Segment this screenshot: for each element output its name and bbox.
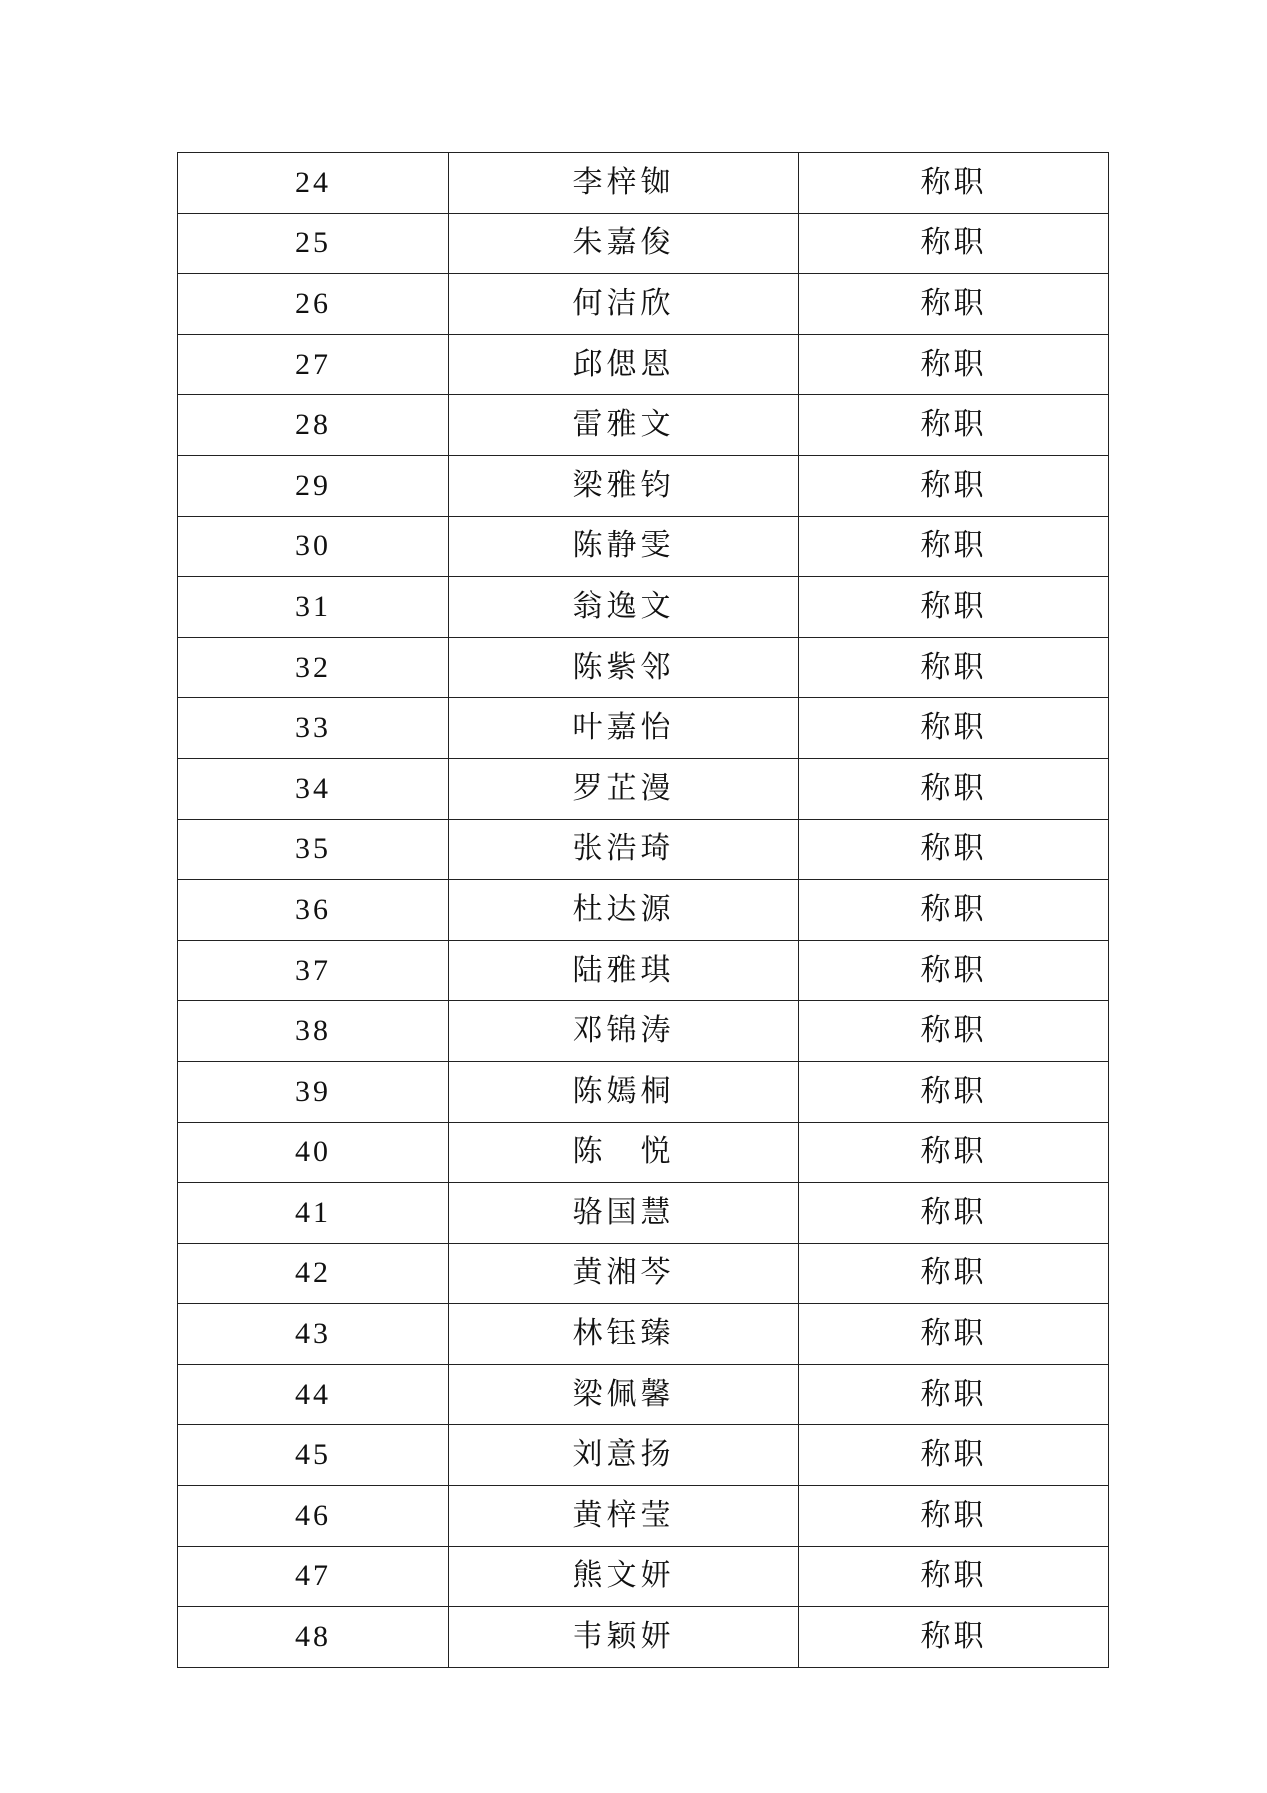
person-name: 梁雅钧	[572, 467, 675, 503]
evaluation-result: 称职	[920, 1376, 987, 1412]
person-name: 杜达源	[572, 891, 675, 927]
evaluation-cell	[799, 819, 1109, 880]
row-number-cell: 42	[178, 1243, 449, 1304]
table-row	[178, 1364, 1109, 1425]
evaluation-result: 称职	[920, 346, 987, 382]
evaluation-result: 称职	[920, 1497, 987, 1533]
evaluation-result: 称职	[920, 528, 987, 564]
name-cell	[449, 698, 799, 759]
name-cell	[449, 819, 799, 880]
name-cell	[449, 1304, 799, 1365]
row-number-cell: 46	[178, 1486, 449, 1547]
person-name: 张浩琦	[572, 831, 675, 867]
person-name: 何洁欣	[572, 285, 675, 321]
evaluation-result: 称职	[920, 467, 987, 503]
row-number-cell: 38	[178, 1001, 449, 1062]
person-name: 林钰臻	[572, 1316, 675, 1352]
person-name: 陈静雯	[572, 528, 675, 564]
row-number-cell: 28	[178, 395, 449, 456]
name-cell	[449, 880, 799, 941]
evaluation-cell	[799, 334, 1109, 395]
table-row	[178, 1486, 1109, 1547]
person-name: 陈紫邻	[572, 649, 675, 685]
row-number-cell: 47	[178, 1546, 449, 1607]
table-row	[178, 577, 1109, 638]
evaluation-cell	[799, 1061, 1109, 1122]
person-name: 刘意扬	[572, 1437, 675, 1473]
evaluation-result: 称职	[920, 891, 987, 927]
evaluation-cell	[799, 516, 1109, 577]
evaluation-result: 称职	[920, 1073, 987, 1109]
evaluation-cell	[799, 698, 1109, 759]
evaluation-result: 称职	[920, 1316, 987, 1352]
table-row	[178, 213, 1109, 274]
row-number-cell: 41	[178, 1183, 449, 1244]
table-row	[178, 940, 1109, 1001]
name-cell	[449, 516, 799, 577]
evaluation-cell	[799, 455, 1109, 516]
name-cell	[449, 1607, 799, 1668]
table-row	[178, 455, 1109, 516]
person-name: 梁佩馨	[572, 1376, 675, 1412]
evaluation-cell	[799, 940, 1109, 1001]
evaluation-result: 称职	[920, 1255, 987, 1291]
evaluation-cell	[799, 758, 1109, 819]
evaluation-result: 称职	[920, 710, 987, 746]
person-name: 翁逸文	[572, 588, 675, 624]
name-cell	[449, 334, 799, 395]
row-number-cell: 36	[178, 880, 449, 941]
name-cell	[449, 1183, 799, 1244]
evaluation-result: 称职	[920, 1619, 987, 1655]
name-cell	[449, 395, 799, 456]
row-number-cell: 37	[178, 940, 449, 1001]
evaluation-cell	[799, 637, 1109, 698]
evaluation-result: 称职	[920, 1134, 987, 1170]
evaluation-cell	[799, 880, 1109, 941]
evaluation-cell	[799, 153, 1109, 214]
evaluation-result: 称职	[920, 1194, 987, 1230]
evaluation-result: 称职	[920, 1437, 987, 1473]
evaluation-cell	[799, 1183, 1109, 1244]
name-cell	[449, 940, 799, 1001]
evaluation-cell	[799, 1546, 1109, 1607]
name-cell	[449, 637, 799, 698]
row-number-cell: 26	[178, 274, 449, 335]
table-row	[178, 1183, 1109, 1244]
evaluation-result: 称职	[920, 285, 987, 321]
evaluation-result: 称职	[920, 831, 987, 867]
evaluation-result: 称职	[920, 770, 987, 806]
evaluation-cell	[799, 274, 1109, 335]
name-cell	[449, 1122, 799, 1183]
table-row	[178, 516, 1109, 577]
table-row	[178, 698, 1109, 759]
row-number-cell: 44	[178, 1364, 449, 1425]
table-row	[178, 1304, 1109, 1365]
person-name: 罗芷漫	[572, 770, 675, 806]
table-row	[178, 334, 1109, 395]
evaluation-cell	[799, 577, 1109, 638]
name-cell	[449, 153, 799, 214]
name-cell	[449, 1243, 799, 1304]
name-cell	[449, 1425, 799, 1486]
person-name: 黄梓莹	[572, 1497, 675, 1533]
table-row	[178, 1546, 1109, 1607]
evaluation-result: 称职	[920, 649, 987, 685]
person-name: 陈 悦	[572, 1134, 675, 1170]
evaluation-cell	[799, 1607, 1109, 1668]
table-row	[178, 1122, 1109, 1183]
table-row	[178, 758, 1109, 819]
evaluation-table-body	[178, 153, 1109, 1668]
evaluation-result: 称职	[920, 952, 987, 988]
evaluation-result: 称职	[920, 1558, 987, 1594]
row-number-cell: 35	[178, 819, 449, 880]
person-name: 熊文妍	[572, 1558, 675, 1594]
evaluation-table	[177, 152, 1109, 1668]
person-name: 邓锦涛	[572, 1013, 675, 1049]
name-cell	[449, 1061, 799, 1122]
evaluation-result: 称职	[920, 1013, 987, 1049]
table-row	[178, 153, 1109, 214]
person-name: 黄湘芩	[572, 1255, 675, 1291]
row-number-cell: 31	[178, 577, 449, 638]
table-row	[178, 1001, 1109, 1062]
person-name: 朱嘉俊	[572, 225, 675, 261]
name-cell	[449, 1364, 799, 1425]
evaluation-cell	[799, 1364, 1109, 1425]
name-cell	[449, 1546, 799, 1607]
name-cell	[449, 1001, 799, 1062]
row-number-cell: 32	[178, 637, 449, 698]
row-number-cell: 24	[178, 153, 449, 214]
table-row	[178, 1425, 1109, 1486]
name-cell	[449, 577, 799, 638]
evaluation-result: 称职	[920, 588, 987, 624]
person-name: 雷雅文	[572, 407, 675, 443]
row-number-cell: 33	[178, 698, 449, 759]
evaluation-cell	[799, 395, 1109, 456]
person-name: 李梓铷	[572, 164, 675, 200]
row-number-cell: 30	[178, 516, 449, 577]
row-number-cell: 45	[178, 1425, 449, 1486]
table-row	[178, 880, 1109, 941]
table-row	[178, 274, 1109, 335]
evaluation-cell	[799, 1425, 1109, 1486]
evaluation-cell	[799, 213, 1109, 274]
row-number-cell: 29	[178, 455, 449, 516]
table-row	[178, 637, 1109, 698]
name-cell	[449, 1486, 799, 1547]
person-name: 叶嘉怡	[572, 710, 675, 746]
row-number-cell: 34	[178, 758, 449, 819]
evaluation-cell	[799, 1001, 1109, 1062]
name-cell	[449, 758, 799, 819]
evaluation-result: 称职	[920, 225, 987, 261]
row-number-cell: 40	[178, 1122, 449, 1183]
row-number-cell: 25	[178, 213, 449, 274]
table-row	[178, 819, 1109, 880]
person-name: 陆雅琪	[572, 952, 675, 988]
row-number-cell: 39	[178, 1061, 449, 1122]
person-name: 骆国慧	[572, 1194, 675, 1230]
evaluation-cell	[799, 1122, 1109, 1183]
evaluation-cell	[799, 1243, 1109, 1304]
person-name: 韦颖妍	[572, 1619, 675, 1655]
evaluation-cell	[799, 1304, 1109, 1365]
evaluation-result: 称职	[920, 407, 987, 443]
person-name: 陈嫣桐	[572, 1073, 675, 1109]
name-cell	[449, 213, 799, 274]
row-number-cell: 48	[178, 1607, 449, 1668]
row-number-cell: 43	[178, 1304, 449, 1365]
name-cell	[449, 455, 799, 516]
table-row	[178, 395, 1109, 456]
name-cell	[449, 274, 799, 335]
person-name: 邱偲恩	[572, 346, 675, 382]
table-row	[178, 1243, 1109, 1304]
evaluation-result: 称职	[920, 164, 987, 200]
row-number-cell: 27	[178, 334, 449, 395]
table-row	[178, 1061, 1109, 1122]
evaluation-cell	[799, 1486, 1109, 1547]
table-row	[178, 1607, 1109, 1668]
